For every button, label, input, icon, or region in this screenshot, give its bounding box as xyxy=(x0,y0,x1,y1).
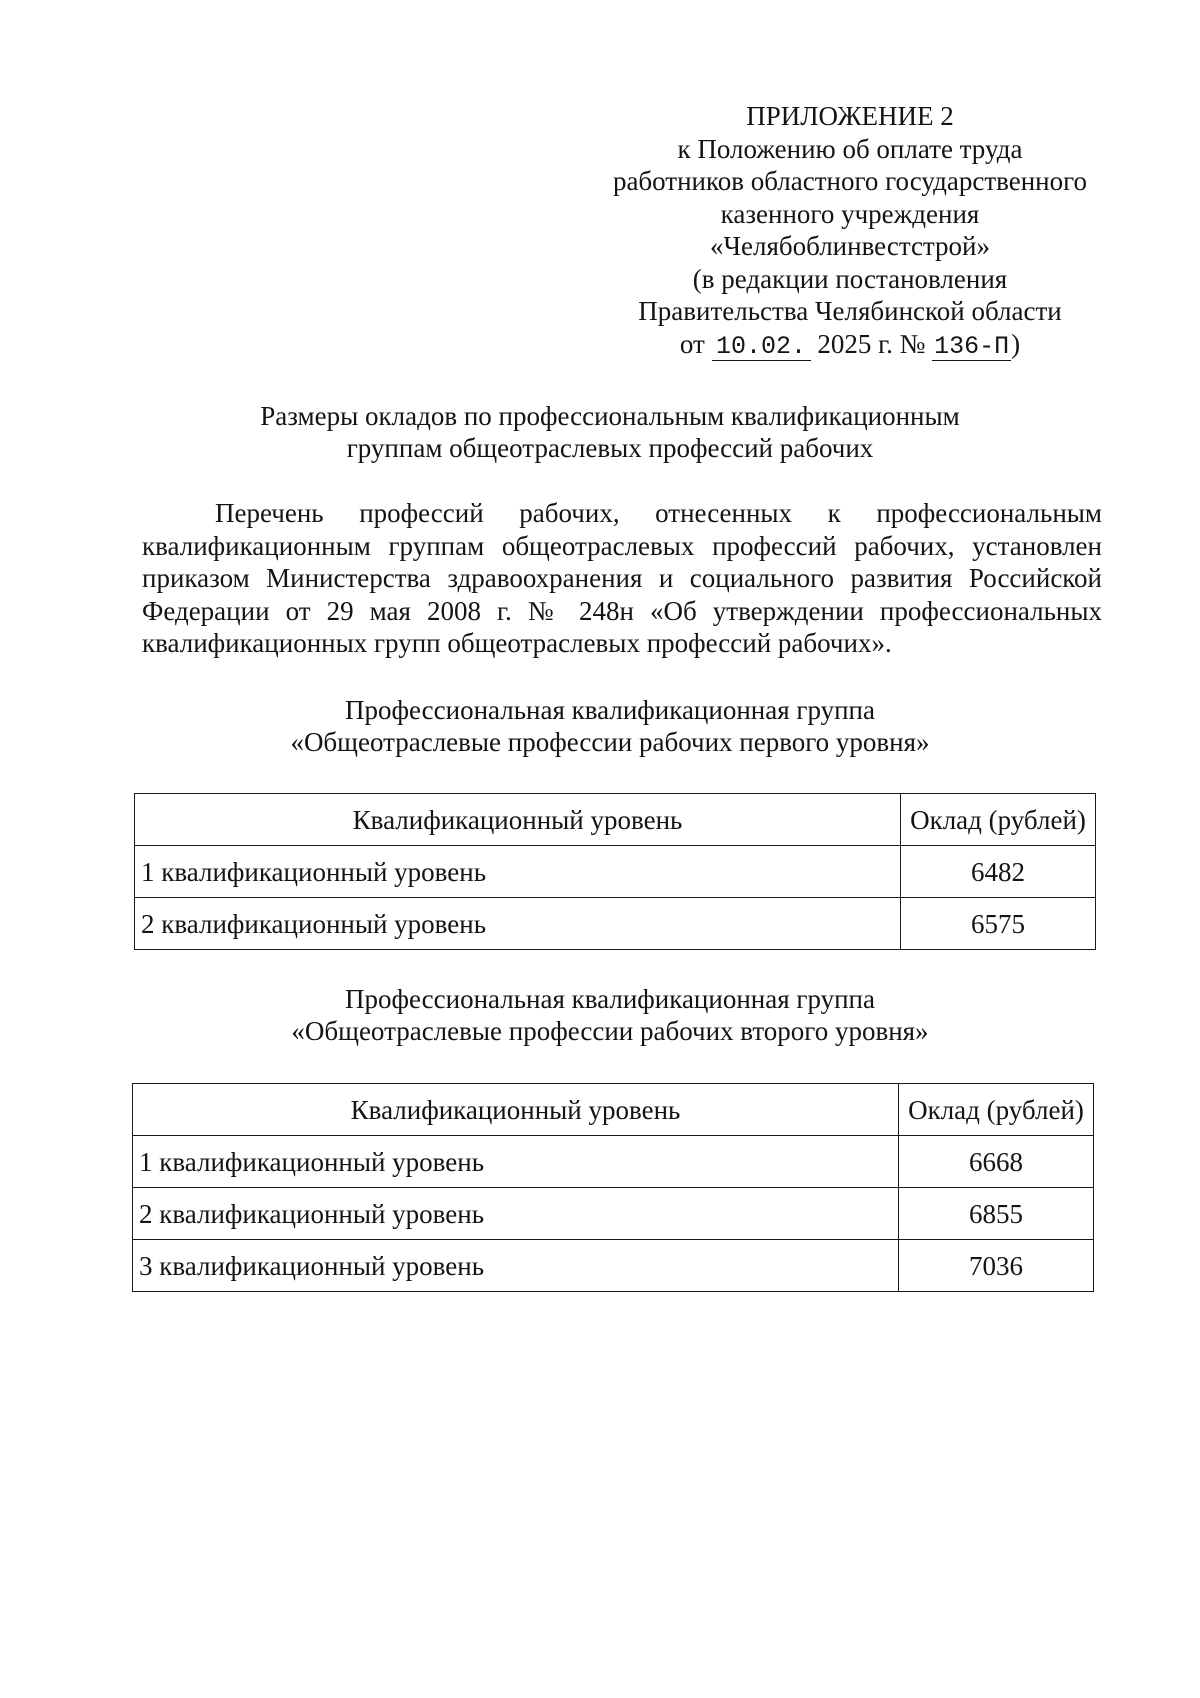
salary-cell: 6482 xyxy=(901,846,1096,898)
closing-paren: ) xyxy=(1011,328,1021,359)
number-fill: 136-П xyxy=(934,331,1010,361)
table-header-row xyxy=(135,794,1096,846)
group-heading-second-level xyxy=(130,983,1090,1047)
appendix-line: (в редакции постановления xyxy=(692,263,1008,294)
salary-table-second-level xyxy=(132,1083,1094,1292)
appendix-line: «Челябоблинвестстрой» xyxy=(709,231,991,261)
salary-table-first-level xyxy=(134,793,1096,950)
appendix-line: казенного учреждения xyxy=(720,198,980,229)
date-prefix: от xyxy=(679,328,705,359)
level-cell: 2 квалификационный уровень xyxy=(135,898,901,950)
appendix-date-line xyxy=(570,328,1130,361)
group-heading-line: «Общеотраслевые профессии рабочих первого уровня» xyxy=(290,727,930,757)
salary-cell: 6575 xyxy=(901,898,1096,950)
title-line: группам общеотраслевых профессий рабочих xyxy=(346,433,874,463)
level-cell: 2 квалификационный уровень xyxy=(133,1188,899,1240)
group-heading-line: Профессиональная квалификационная группа xyxy=(345,984,875,1014)
appendix-block xyxy=(570,100,1130,361)
appendix-line: работников областного государственного xyxy=(612,166,1088,196)
level-cell: 1 квалификационный уровень xyxy=(135,846,901,898)
table-row xyxy=(133,1188,1094,1240)
salary-cell: 6855 xyxy=(899,1188,1094,1240)
appendix-line: к Положению об оплате труда xyxy=(677,133,1023,164)
appendix-line: Правительства Челябинской области xyxy=(638,296,1062,326)
intro-paragraph: Перечень профессий рабочих, отнесенных к профессиональным квалификационным группам общеотраслевых профессий рабочих, установлен приказом Министерства здравоохранения и социального развития Российской Федерации от 29 мая 2008 г. № 248н «Об утверждении профессиональных квалификационных групп общеотраслевых профессий рабочих». xyxy=(142,498,1102,658)
table-row xyxy=(135,898,1096,950)
column-header-level: Квалификационный уровень xyxy=(135,794,901,846)
table-header-row xyxy=(133,1084,1094,1136)
appendix-heading: ПРИЛОЖЕНИЕ 2 xyxy=(746,101,954,131)
table-row xyxy=(135,846,1096,898)
column-header-salary: Оклад (рублей) xyxy=(899,1084,1094,1136)
date-fill: 10.02. xyxy=(712,334,811,361)
group-heading-line: «Общеотраслевые профессии рабочих второго уровня» xyxy=(291,1016,929,1046)
group-heading-first-level xyxy=(130,694,1090,758)
salary-cell: 7036 xyxy=(899,1240,1094,1292)
table-row xyxy=(133,1136,1094,1188)
date-suffix: 2025 г. № xyxy=(817,328,926,359)
document-title xyxy=(130,400,1090,464)
title-line: Размеры окладов по профессиональным квалификационным xyxy=(260,401,960,431)
column-header-level: Квалификационный уровень xyxy=(133,1084,899,1136)
salary-cell: 6668 xyxy=(899,1136,1094,1188)
table-row xyxy=(133,1240,1094,1292)
group-heading-line: Профессиональная квалификационная группа xyxy=(345,695,875,725)
level-cell: 1 квалификационный уровень xyxy=(133,1136,899,1188)
column-header-salary: Оклад (рублей) xyxy=(901,794,1096,846)
level-cell: 3 квалификационный уровень xyxy=(133,1240,899,1292)
